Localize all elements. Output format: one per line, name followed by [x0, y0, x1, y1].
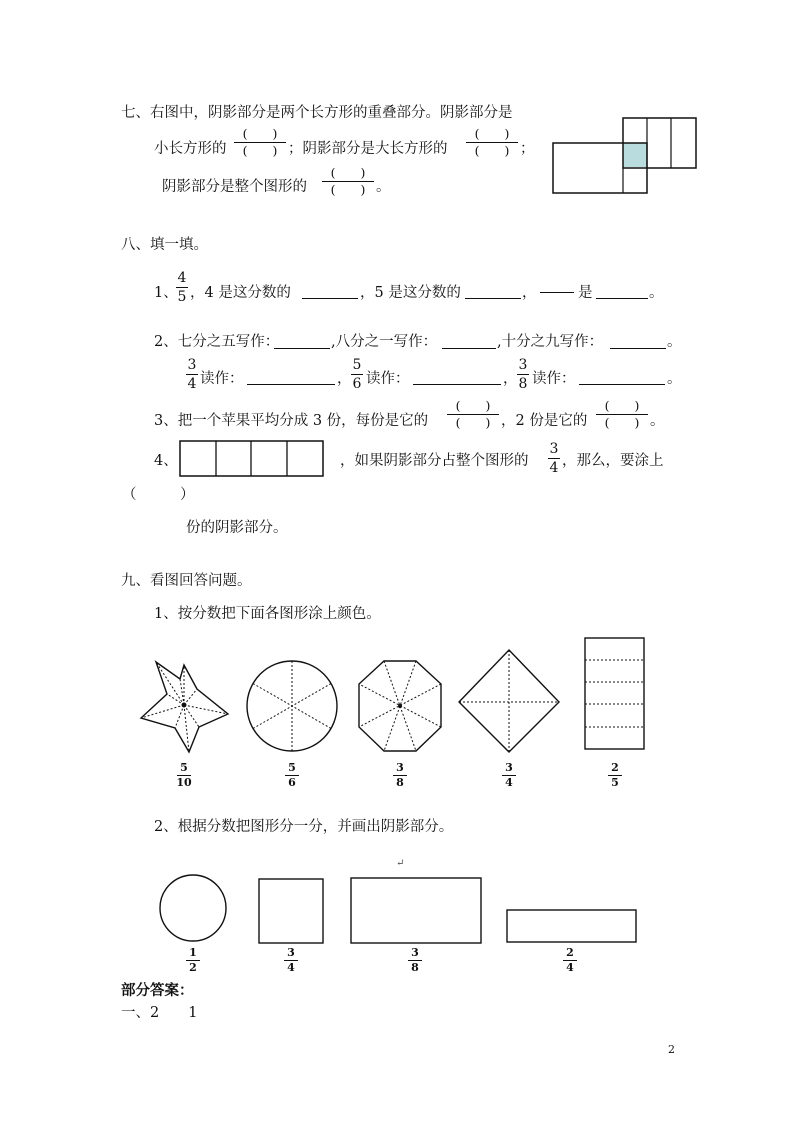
divide-shapes-row: [155, 870, 645, 950]
fraction-3-8: 3 8: [518, 357, 528, 392]
octagon-eight-parts: [359, 661, 441, 751]
star-shape: [141, 662, 228, 752]
overlapping-rectangles-figure: [550, 115, 700, 197]
s8-q2-sep1: ，: [337, 371, 352, 387]
fraction-3-4: 3 4: [187, 357, 197, 392]
s8-q2-d: 。: [667, 334, 682, 350]
label-diamond-fraction: 3 4: [494, 762, 524, 789]
fraction-4-5: 4 5: [177, 270, 187, 305]
s7-line1: 七、右图中，阴影部分是两个长方形的重叠部分。阴影部分是: [121, 105, 513, 121]
s8-q2-c: ,十分之九写作：: [497, 334, 604, 350]
s8-q2-r3: 读作：: [532, 371, 576, 387]
circle-shape: [160, 875, 226, 941]
blank-4-meaning[interactable]: [302, 298, 358, 299]
label-circle-fraction: 5 6: [277, 762, 307, 789]
s9-q2: 2、根据分数把图形分一分，并画出阴影部分。: [154, 819, 454, 835]
s8-q4-paren[interactable]: （ ）: [122, 487, 195, 503]
s8-q1-text2: ，5 是这分数的: [360, 285, 461, 301]
label-star-fraction: 5 10: [176, 761, 192, 789]
label-wide-rect-fraction: 3 8: [400, 947, 430, 974]
s8-title: 八、填一填。: [121, 237, 208, 253]
s8-q4-c: 份的阴影部分。: [186, 520, 288, 536]
s8-q3-b: ，2 份是它的: [501, 413, 588, 429]
color-shapes-row: [130, 630, 670, 760]
s8-q3-c: 。: [650, 413, 665, 429]
s8-q2-r2: 读作：: [366, 371, 410, 387]
page-number: 2: [668, 1043, 675, 1056]
blank-read-5-6[interactable]: [413, 384, 501, 385]
s8-q1-text3: ，: [522, 285, 537, 301]
four-part-strip: [179, 440, 325, 478]
blank-five-sevenths[interactable]: [274, 348, 330, 349]
answers-title: 部分答案：: [121, 982, 194, 999]
return-mark: ↵: [396, 858, 405, 869]
s8-q1-text4: 是: [578, 285, 593, 301]
blank-read-3-4[interactable]: [247, 384, 335, 385]
s7-line2-a: 小长方形的: [154, 141, 227, 157]
s8-q2-end: 。: [667, 371, 682, 387]
answers-line1: 一、2 1: [121, 1005, 198, 1021]
s8-q1-text1: ，4 是这分数的: [190, 285, 291, 301]
rectangle-five-parts: [585, 638, 644, 749]
circle-six-parts: [247, 661, 337, 751]
s8-q1-text5: 。: [649, 285, 664, 301]
s7-line2-b: ；阴影部分是大长方形的: [288, 141, 448, 157]
s8-q2-a: 2、七分之五写作：: [154, 334, 280, 350]
fraction-blank-two-parts: ( ) ( ): [596, 399, 648, 430]
blank-bar-meaning[interactable]: [596, 298, 648, 299]
s8-q4-a: ，如果阴影部分占整个图形的: [340, 453, 529, 469]
s8-q4-b: ，那么，要涂上: [562, 453, 664, 469]
fraction-blank-big-rect: ( ) ( ): [466, 127, 518, 158]
blank-read-3-8[interactable]: [579, 384, 665, 385]
label-square-fraction: 3 4: [276, 947, 306, 974]
label-circle-half: 1 2: [178, 947, 208, 974]
fraction-blank-whole: ( ) ( ): [322, 166, 374, 197]
fraction-3-4-shaded: 3 4: [549, 441, 559, 476]
strip-rectangle-shape: [507, 910, 636, 942]
s8-q3-a: 3、把一个苹果平均分成 3 份，每份是它的: [154, 413, 429, 429]
fraction-bar-line: [540, 292, 574, 293]
blank-one-eighth[interactable]: [442, 348, 496, 349]
blank-5-meaning[interactable]: [465, 298, 521, 299]
s9-q1: 1、按分数把下面各图形涂上颜色。: [154, 606, 381, 622]
s8-q2-b: ,八分之一写作：: [331, 334, 438, 350]
shaded-overlap: [623, 143, 647, 167]
label-octagon-fraction: 3 8: [385, 762, 415, 789]
s8-q2-sep2: ，: [503, 371, 518, 387]
square-shape: [259, 879, 323, 943]
s8-q2-r1: 读作：: [200, 371, 244, 387]
blank-nine-tenths[interactable]: [610, 348, 666, 349]
s9-title: 九、看图回答问题。: [121, 573, 252, 589]
s8-q1-prefix: 1、: [154, 285, 178, 301]
s7-line3-b: 。: [376, 179, 391, 195]
s7-line2-c: ；: [520, 141, 535, 157]
fraction-blank-each-part: ( ) ( ): [447, 399, 499, 430]
fraction-blank-small-rect: ( ) ( ): [234, 127, 286, 158]
fraction-5-6: 5 6: [352, 357, 362, 392]
diamond-four-parts: [459, 650, 559, 752]
label-strip-fraction: 2 4: [555, 947, 585, 974]
s8-q4-prefix: 4、: [154, 453, 178, 469]
label-rectangle-fraction: 2 5: [600, 762, 630, 789]
s7-line3-a: 阴影部分是整个图形的: [162, 179, 307, 195]
wide-rectangle-shape: [351, 878, 481, 943]
